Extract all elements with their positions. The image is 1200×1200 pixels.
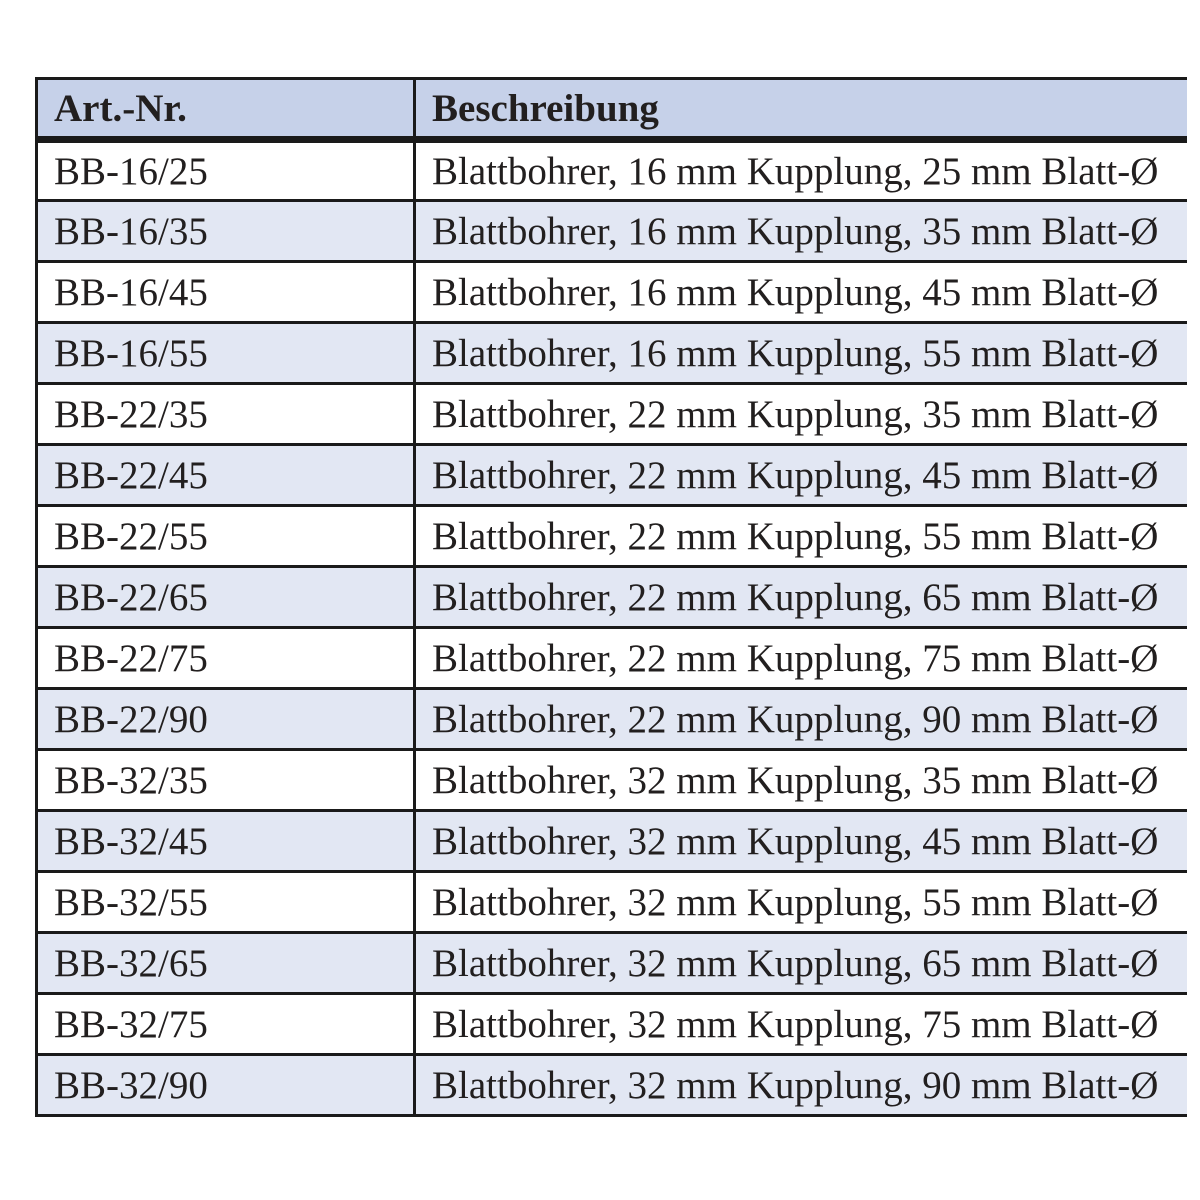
art-nr-cell: BB-16/45 bbox=[37, 262, 415, 323]
description-cell: Blattbohrer, 16 mm Kupplung, 55 mm Blatt-Ø bbox=[415, 323, 1188, 384]
table-row bbox=[37, 1055, 1188, 1116]
art-nr-cell: BB-32/55 bbox=[37, 872, 415, 933]
art-nr-cell: BB-22/35 bbox=[37, 384, 415, 445]
header-row bbox=[37, 79, 1188, 140]
col-header-beschreibung: Beschreibung bbox=[415, 79, 1188, 140]
table-row bbox=[37, 628, 1188, 689]
description-cell: Blattbohrer, 16 mm Kupplung, 35 mm Blatt-Ø bbox=[415, 201, 1188, 262]
description-cell: Blattbohrer, 32 mm Kupplung, 45 mm Blatt-Ø bbox=[415, 811, 1188, 872]
table-row bbox=[37, 689, 1188, 750]
description-cell: Blattbohrer, 22 mm Kupplung, 35 mm Blatt-Ø bbox=[415, 384, 1188, 445]
art-nr-cell: BB-16/25 bbox=[37, 140, 415, 201]
col-header-art-nr: Art.-Nr. bbox=[37, 79, 415, 140]
table-row bbox=[37, 445, 1188, 506]
art-nr-cell: BB-22/45 bbox=[37, 445, 415, 506]
art-nr-cell: BB-32/35 bbox=[37, 750, 415, 811]
table-row bbox=[37, 933, 1188, 994]
art-nr-cell: BB-16/55 bbox=[37, 323, 415, 384]
table-row bbox=[37, 323, 1188, 384]
table-row bbox=[37, 994, 1188, 1055]
table-row bbox=[37, 567, 1188, 628]
description-cell: Blattbohrer, 32 mm Kupplung, 65 mm Blatt-Ø bbox=[415, 933, 1188, 994]
table-row bbox=[37, 384, 1188, 445]
description-cell: Blattbohrer, 22 mm Kupplung, 45 mm Blatt-Ø bbox=[415, 445, 1188, 506]
table-row bbox=[37, 750, 1188, 811]
art-nr-cell: BB-22/75 bbox=[37, 628, 415, 689]
description-cell: Blattbohrer, 16 mm Kupplung, 25 mm Blatt-Ø bbox=[415, 140, 1188, 201]
table-row bbox=[37, 262, 1188, 323]
table-row bbox=[37, 872, 1188, 933]
art-nr-cell: BB-22/90 bbox=[37, 689, 415, 750]
table-row bbox=[37, 506, 1188, 567]
description-cell: Blattbohrer, 22 mm Kupplung, 65 mm Blatt-Ø bbox=[415, 567, 1188, 628]
art-nr-cell: BB-32/45 bbox=[37, 811, 415, 872]
description-cell: Blattbohrer, 22 mm Kupplung, 90 mm Blatt-Ø bbox=[415, 689, 1188, 750]
description-cell: Blattbohrer, 22 mm Kupplung, 75 mm Blatt-Ø bbox=[415, 628, 1188, 689]
art-nr-cell: BB-32/90 bbox=[37, 1055, 415, 1116]
description-cell: Blattbohrer, 22 mm Kupplung, 55 mm Blatt-Ø bbox=[415, 506, 1188, 567]
description-cell: Blattbohrer, 32 mm Kupplung, 90 mm Blatt-Ø bbox=[415, 1055, 1188, 1116]
table-row bbox=[37, 201, 1188, 262]
art-nr-cell: BB-22/65 bbox=[37, 567, 415, 628]
description-cell: Blattbohrer, 32 mm Kupplung, 35 mm Blatt-Ø bbox=[415, 750, 1188, 811]
art-nr-cell: BB-32/65 bbox=[37, 933, 415, 994]
article-number-table bbox=[35, 77, 1187, 1117]
table-row bbox=[37, 140, 1188, 201]
description-cell: Blattbohrer, 16 mm Kupplung, 45 mm Blatt-Ø bbox=[415, 262, 1188, 323]
description-cell: Blattbohrer, 32 mm Kupplung, 55 mm Blatt-Ø bbox=[415, 872, 1188, 933]
art-nr-cell: BB-16/35 bbox=[37, 201, 415, 262]
table-row bbox=[37, 811, 1188, 872]
art-nr-cell: BB-32/75 bbox=[37, 994, 415, 1055]
description-cell: Blattbohrer, 32 mm Kupplung, 75 mm Blatt-Ø bbox=[415, 994, 1188, 1055]
art-nr-cell: BB-22/55 bbox=[37, 506, 415, 567]
